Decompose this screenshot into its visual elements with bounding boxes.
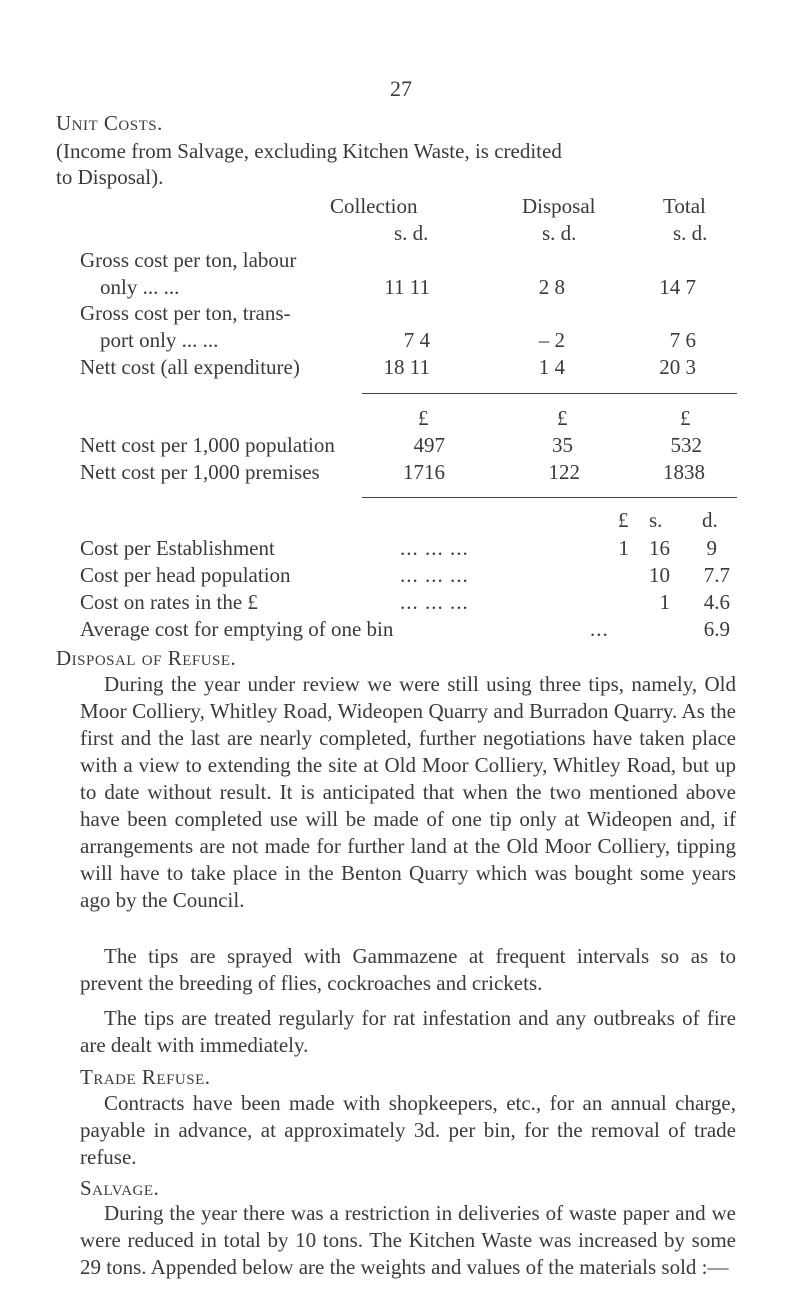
lsd-unit-shillings: s. <box>649 508 663 532</box>
row-collection-value: 497 <box>413 433 445 457</box>
trade-refuse-heading: Trade Refuse. <box>80 1065 211 1089</box>
disposal-paragraph: During the year under review we were still using three tips, namely, Old Moor Colliery, Whitley Road, Wideopen Quarry and Burradon Quarry. As the first and the last are nearly completed, further negotiations have taken place with a view to extending the site at Old Moor Colliery, Whitley Road, but up to date without result. It is anticipated that when the two mentioned above have been completed use will be made of one tip only at Wideopen and, if arrangements are not made for further land at the Old Moor Colliery, tipping will have to take place in the Benton Quarry which was bought some years ago by the Council. <box>80 672 736 912</box>
lsd-unit-pence: d. <box>702 508 718 532</box>
page-number: 27 <box>390 76 412 101</box>
disposal-paragraph: The tips are sprayed with Gammazene at frequent intervals so as to prevent the breeding of flies, cockroaches and crickets. <box>80 944 736 995</box>
row-label: Nett cost per 1,000 premises <box>80 460 320 484</box>
row-label: Nett cost per 1,000 population <box>80 433 335 457</box>
row-pence-value: 6.9 <box>703 617 730 641</box>
unit-costs-note-line1: (Income from Salvage, excluding Kitchen Waste, is credited <box>56 139 562 163</box>
leader-dots: ... ... ... <box>400 590 469 614</box>
row-disposal-value: 122 <box>548 460 580 484</box>
row-total-value: 1838 <box>663 460 705 484</box>
row-label: Gross cost per ton, trans- <box>80 301 291 325</box>
row-disposal-value: – 2 <box>538 328 565 352</box>
salvage-heading: Salvage. <box>80 1176 160 1200</box>
pound-unit-collection: £ <box>418 406 429 430</box>
unit-costs-heading: Unit Costs. <box>56 111 163 135</box>
row-collection-value: 11 11 <box>384 275 430 299</box>
leader-dots: ... ... ... <box>400 536 469 560</box>
row-label: Cost per Establishment <box>80 536 275 560</box>
row-label: Cost per head population <box>80 563 291 587</box>
row-shillings-value: 16 <box>649 536 670 560</box>
row-label: Gross cost per ton, labour <box>80 248 297 272</box>
unit-costs-note-line2: to Disposal). <box>56 165 164 189</box>
column-header-collection: Collection <box>330 194 418 218</box>
row-disposal-value: 1 4 <box>538 355 565 379</box>
row-pence-value: 4.6 <box>703 590 730 614</box>
leader-dots: ... ... ... <box>400 563 469 587</box>
unit-total: s. d. <box>673 221 708 245</box>
row-total-value: 532 <box>670 433 702 457</box>
disposal-paragraph: The tips are treated regularly for rat infestation and any outbreaks of fire are dealt with immediately. <box>80 1006 736 1057</box>
row-total-value: 7 6 <box>669 328 696 352</box>
disposal-heading: Disposal of Refuse. <box>56 646 237 670</box>
pound-unit-total: £ <box>680 406 691 430</box>
unit-disposal: s. d. <box>542 221 577 245</box>
row-pence-value: 7.7 <box>703 563 730 587</box>
row-shillings-value: 10 <box>649 563 670 587</box>
row-pounds-value: 1 <box>618 536 629 560</box>
row-collection-value: 1716 <box>403 460 445 484</box>
row-label: Nett cost (all expenditure) <box>80 355 300 379</box>
pound-unit-disposal: £ <box>557 406 568 430</box>
row-label: only ... ... <box>100 275 180 299</box>
trade-refuse-paragraph: Contracts have been made with shopkeepers, etc., for an annual charge, payable in advance, at approximately 3d. per bin, for the removal of trade refuse. <box>80 1091 736 1169</box>
row-pence-value: 9 <box>706 536 717 560</box>
row-collection-value: 18 11 <box>383 355 430 379</box>
row-disposal-value: 35 <box>552 433 573 457</box>
row-label: Cost on rates in the £ <box>80 590 258 614</box>
row-collection-value: 7 4 <box>403 328 430 352</box>
salvage-paragraph: During the year there was a restriction in deliveries of waste paper and we were reduced in total by 10 tons. The Kitchen Waste was increased by some 29 tons. Appended below are the weights and values of the materials sold :— <box>80 1201 736 1279</box>
column-header-disposal: Disposal <box>522 194 596 218</box>
row-shillings-value: 1 <box>659 590 670 614</box>
table-divider <box>362 497 737 498</box>
column-header-total: Total <box>663 194 706 218</box>
leader-dots: ... <box>590 617 609 641</box>
row-total-value: 20 3 <box>659 355 696 379</box>
lsd-unit-pounds: £ <box>618 508 629 532</box>
table-divider <box>362 393 737 394</box>
row-disposal-value: 2 8 <box>538 275 565 299</box>
row-label: port only ... ... <box>100 328 219 352</box>
unit-collection: s. d. <box>394 221 429 245</box>
row-label: Average cost for emptying of one bin <box>80 617 394 641</box>
row-total-value: 14 7 <box>659 275 696 299</box>
